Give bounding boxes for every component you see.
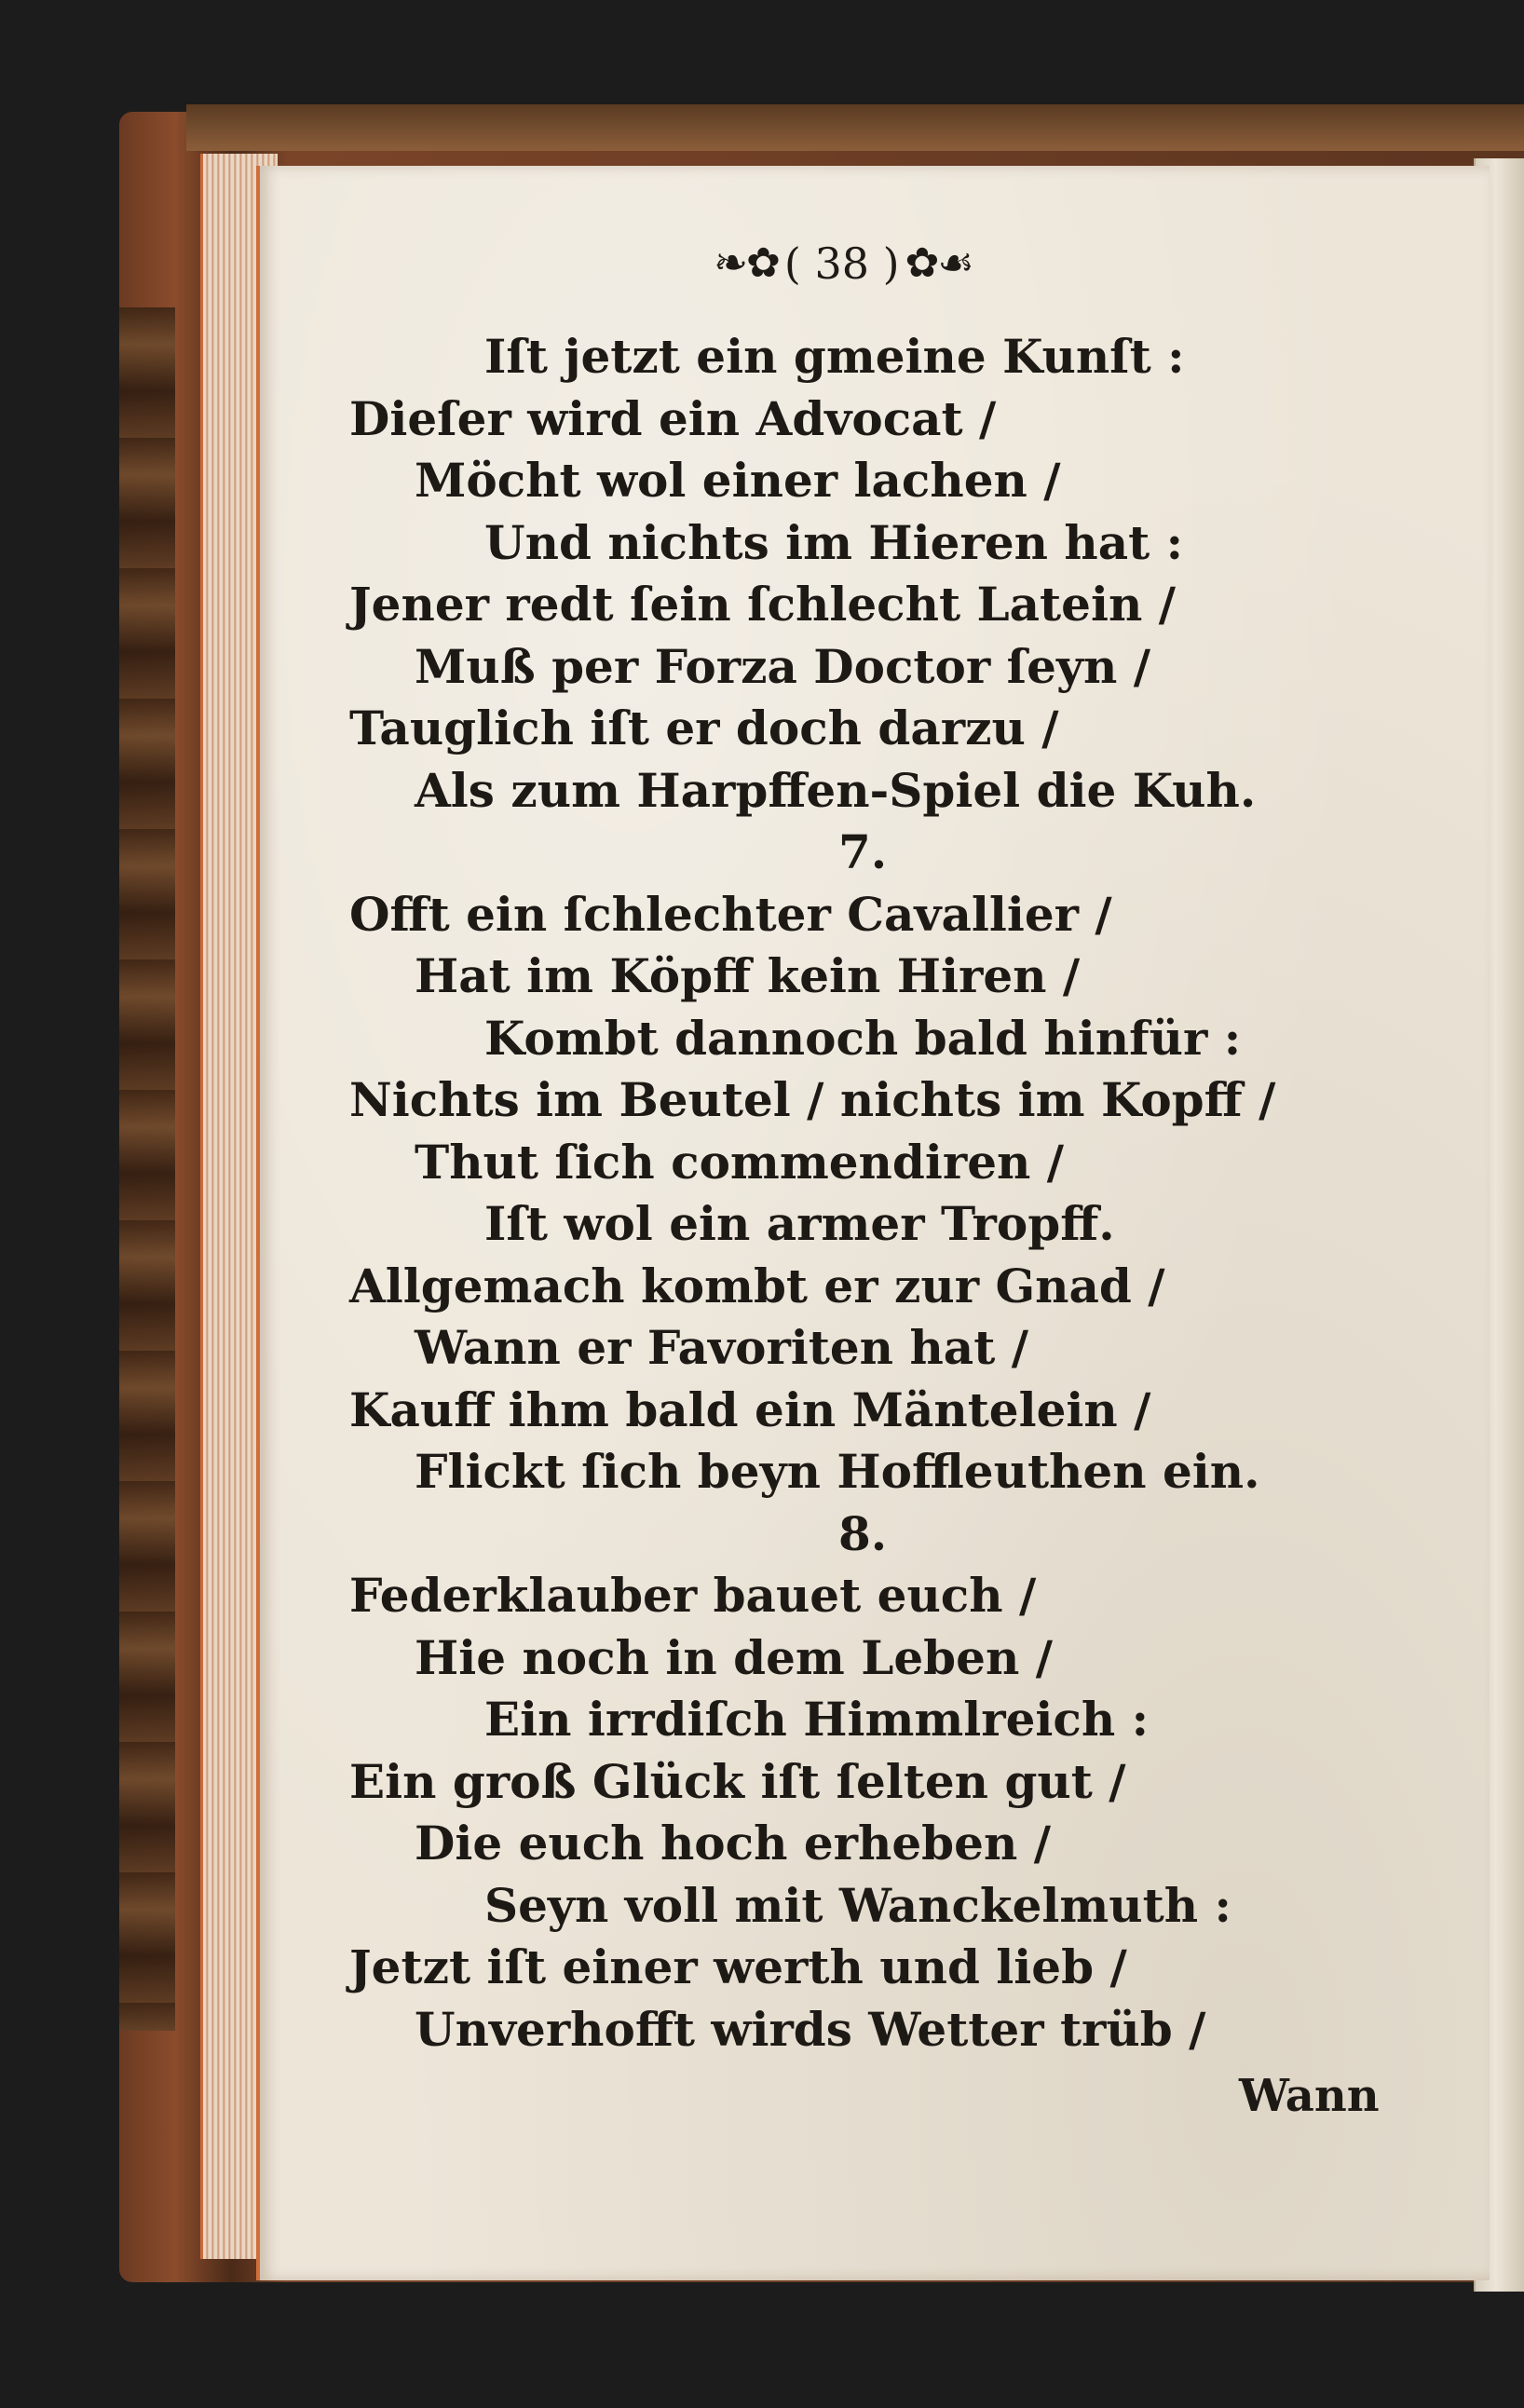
ornament-left-icon: ❧✿ — [714, 239, 779, 287]
verse-line: Muß per Forza Doctor ſeyn / — [415, 638, 1151, 694]
verse-line: Iſt jetzt ein gmeine Kunſt : — [484, 329, 1185, 384]
verse-line: Tauglich iſt er doch darzu / — [349, 701, 1059, 755]
verse-line: Federklauber bauet euch / — [349, 1568, 1037, 1623]
verse-line: Möcht wol einer lachen / — [415, 453, 1061, 508]
verse-text — [349, 326, 1281, 2061]
verse-line: Ein irrdiſch Himmlreich : — [484, 1692, 1150, 1747]
verse-line: Hat im Köpff kein Hiren / — [415, 948, 1081, 1003]
verse-line: Die euch hoch erheben / — [415, 1816, 1051, 1871]
book-cover-marbled-board — [119, 307, 175, 2031]
verse-line: Kombt dannoch bald hinfür : — [484, 1010, 1242, 1066]
verse-line: Iſt wol ein armer Tropff. — [484, 1196, 1115, 1251]
verse-line: Kauff ihm bald ein Mäntelein / — [349, 1381, 1151, 1437]
stanza-number: 8. — [838, 1505, 888, 1561]
page-header — [694, 231, 992, 296]
ornament-right-icon: ✿☙ — [905, 239, 973, 287]
verse-line: Seyn voll mit Wanckelmuth : — [484, 1877, 1231, 1933]
verse-line: Unverhofft wirds Wetter trüb / — [415, 2001, 1206, 2057]
book-cover-top-edge — [186, 104, 1524, 151]
verse-line: Offt ein ſchlechter Cavallier / — [349, 886, 1112, 942]
verse-line: Ein groß Glück iſt ſelten gut / — [349, 1753, 1126, 1809]
verse-line: Als zum Harpffen-Spiel die Kuh. — [415, 762, 1257, 818]
verse-line: Dieſer wird ein Advocat / — [349, 390, 997, 446]
verse-line: Jener redt ſein ſchlecht Latein / — [349, 577, 1176, 632]
verse-line: Allgemach kombt er zur Gnad / — [349, 1258, 1165, 1313]
stanza-number: 7. — [838, 824, 888, 879]
verse-line: Thut ſich commendiren / — [415, 1134, 1065, 1190]
verse-line: Wann er Favoriten hat / — [415, 1320, 1028, 1375]
verse-line: Flickt ſich beyn Hoffleuthen ein. — [415, 1444, 1260, 1499]
page-number: ( 38 ) — [783, 238, 900, 289]
catchword: Wann — [1239, 2070, 1380, 2122]
verse-line: Jetzt iſt einer werth und lieb / — [349, 1939, 1127, 1994]
verse-line: Und nichts im Hieren hat : — [484, 514, 1184, 570]
verse-line: Nichts im Beutel / nichts im Kopff / — [349, 1072, 1276, 1127]
verse-line: Hie noch in dem Leben / — [415, 1629, 1053, 1685]
